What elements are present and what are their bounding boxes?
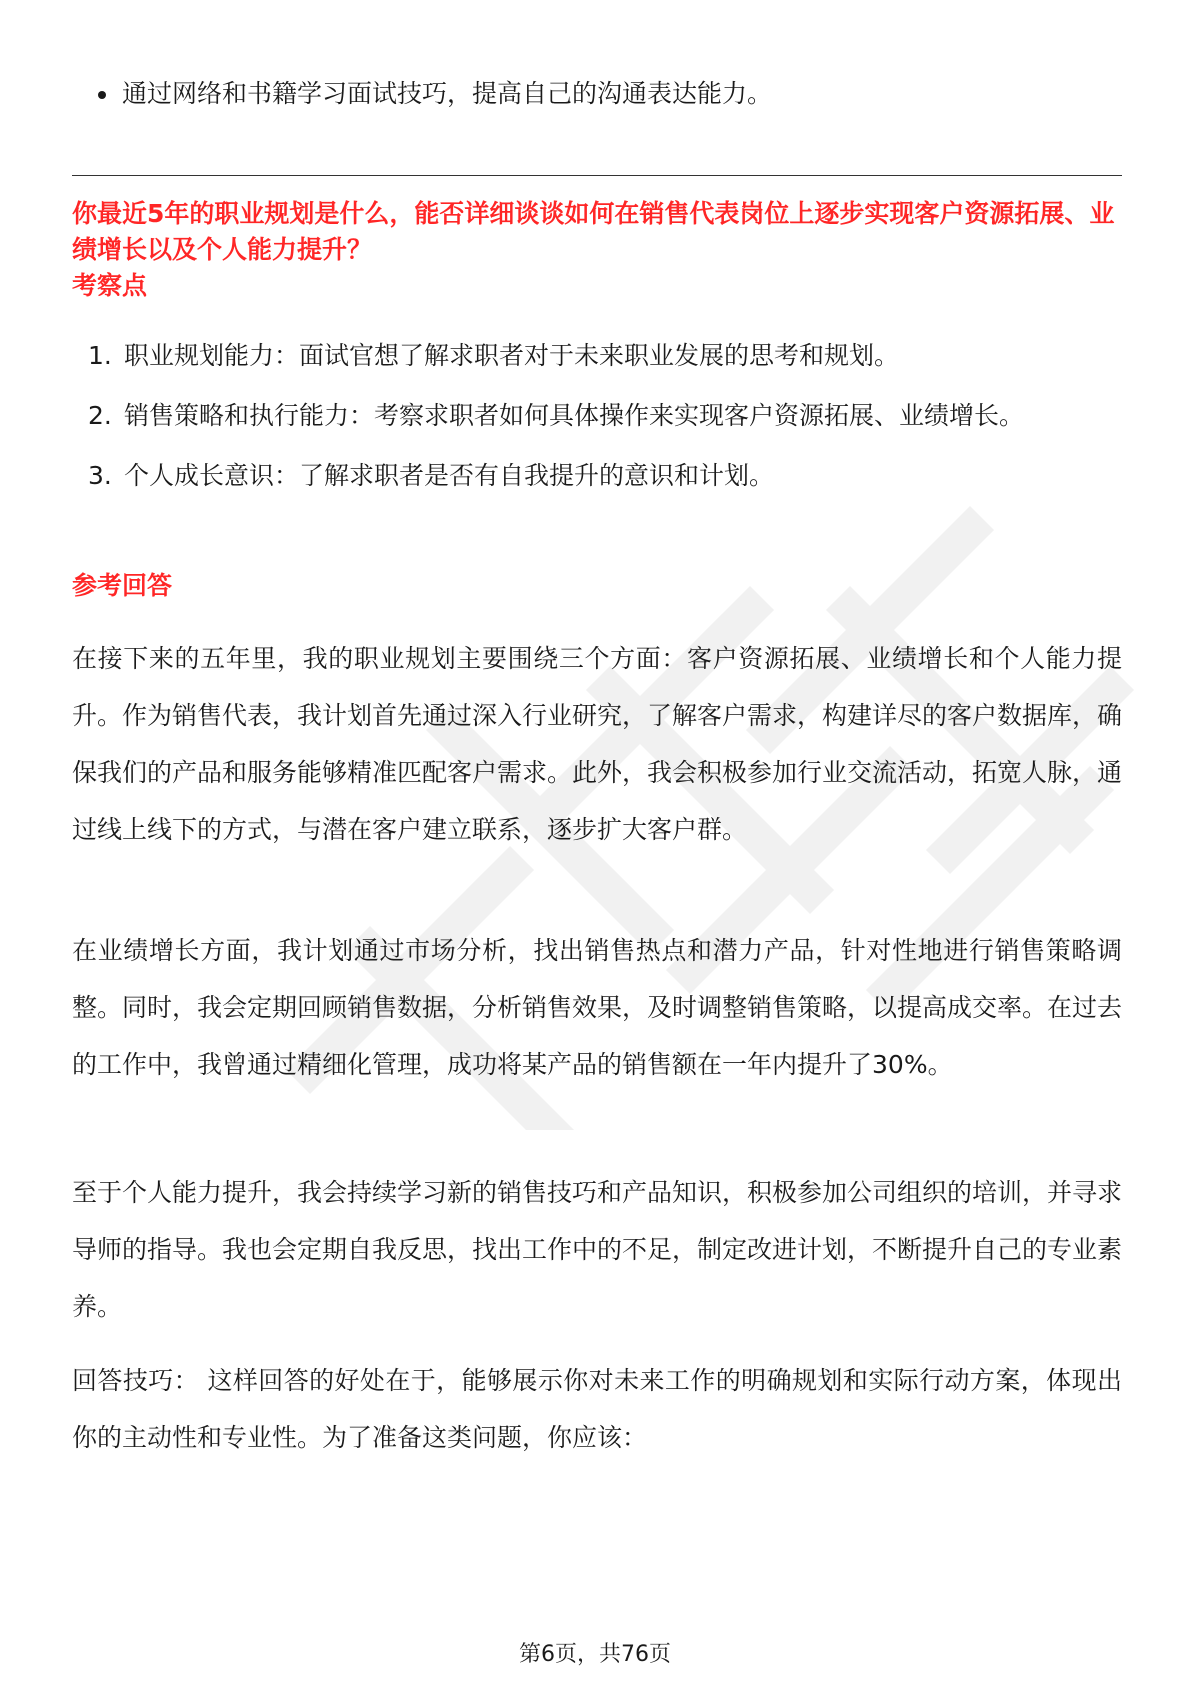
exam-point-number: 2. xyxy=(88,401,112,430)
exam-points-list xyxy=(72,328,1122,508)
answer-tips-paragraph: 回答技巧： 这样回答的好处在于，能够展示你对未来工作的明确规划和实际行动方案，体现出你的主动性和专业性。为了准备这类问题，你应该： xyxy=(72,1366,1122,1452)
exam-point-item xyxy=(72,448,1122,504)
exam-points-heading: 考察点 xyxy=(72,271,148,300)
exam-point-text: 个人成长意识：了解求职者是否有自我提升的意识和计划。 xyxy=(124,461,775,490)
top-bullet-list xyxy=(96,74,1116,114)
exam-point-item xyxy=(72,328,1122,384)
exam-point-text: 销售策略和执行能力：考察求职者如何具体操作来实现客户资源拓展、业绩增长。 xyxy=(124,401,1025,430)
question-text: 你最近5年的职业规划是什么，能否详细谈谈如何在销售代表岗位上逐步实现客户资源拓展、业绩增长以及个人能力提升？ xyxy=(72,199,1115,264)
answer-heading: 参考回答 xyxy=(72,571,173,600)
exam-point-number: 1. xyxy=(88,341,112,370)
section-divider xyxy=(72,175,1122,176)
bullet-item: 通过网络和书籍学习面试技巧，提高自己的沟通表达能力。 xyxy=(96,74,1116,114)
exam-point-item xyxy=(72,388,1122,444)
answer-paragraph: 在业绩增长方面，我计划通过市场分析，找出销售热点和潜力产品，针对性地进行销售策略调整。同时，我会定期回顾销售数据，分析销售效果，及时调整销售策略，以提高成交率。在过去的工作中，我曾通过精细化管理，成功将某产品的销售额在一年内提升了30%。 xyxy=(72,936,1123,1079)
page-footer: 第6页，共76页 xyxy=(519,1642,671,1667)
exam-point-text: 职业规划能力：面试官想了解求职者对于未来职业发展的思考和规划。 xyxy=(124,341,900,370)
answer-paragraph: 至于个人能力提升，我会持续学习新的销售技巧和产品知识，积极参加公司组织的培训，并寻求导师的指导。我也会定期自我反思，找出工作中的不足，制定改进计划，不断提升自己的专业素养。 xyxy=(72,1178,1123,1321)
answer-paragraph: 在接下来的五年里，我的职业规划主要围绕三个方面：客户资源拓展、业绩增长和个人能力提升。作为销售代表，我计划首先通过深入行业研究，了解客户需求，构建详尽的客户数据库，确保我们的产品和服务能够精准匹配客户需求。此外，我会积极参加行业交流活动，拓宽人脉，通过线上线下的方式，与潜在客户建立联系，逐步扩大客户群。 xyxy=(72,644,1123,844)
exam-point-number: 3. xyxy=(88,461,112,490)
